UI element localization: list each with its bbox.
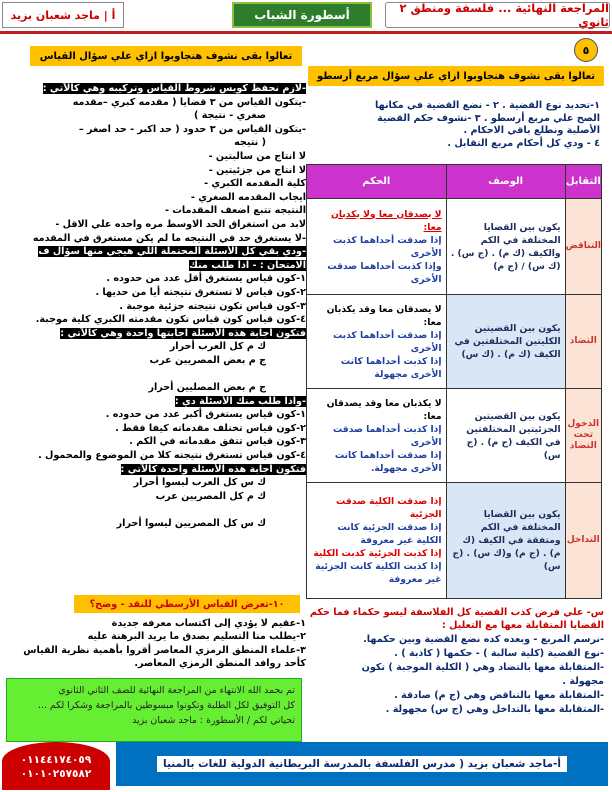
syllogism-line: -يتكون القياس من ٣ حدود ( حد اكبر - حد اصغر – (78, 123, 306, 135)
answer-line: -نوع القضية (كلية سالبة ) - حكمها ( كاذبة ) . (394, 648, 604, 659)
syllogism-notes (6, 82, 306, 531)
critique-item: كأحد روافد المنطق الرمزي المعاصر. (134, 658, 306, 670)
syllogism-line: ج م بعض المصليين أحرار (148, 382, 266, 394)
syllogism-line: -لا يستغرق حد في النتيجه ما لم يكن مستغرق في المقدمه (32, 232, 306, 244)
closing-note (6, 678, 302, 742)
row-desc: يكون بين القضايا المختلفة في الكم ومتفقة في الكيف (ك م) . (ج م) و(ك س) . (ج س) (446, 483, 565, 599)
highlighted-text: -ودي بقي كل الأسئلة المحتملة اللي هيجي منها سؤال ف (38, 246, 306, 258)
header-judge: الحكم (307, 165, 447, 199)
judge-case: إذا صدقت أحداهما كذبت الأخرى (332, 329, 442, 354)
syllogism-line (6, 327, 306, 341)
judge-case: وإذا كذبت أحداهما صدقت الأخرى (327, 260, 442, 285)
closing-line: تحياتي لكم / الأسطورة : ماجد شعبان بزيد (132, 715, 295, 726)
syllogism-line: ج م بعض المصريين عرب (149, 354, 266, 366)
footer-text: أ-ماجد شعبان بزيد ( مدرس الفلسفة بالمدرسة البريطانية الدولية للغات بالمنيا (157, 756, 567, 772)
closing-line: تم بحمد الله الانتهاء من المراجعة النهائية للصف الثاني الثانوي (58, 685, 295, 696)
closing-line: كل التوفيق لكل الطلبة وتكونوا مبسوطين بالمراجعة وشكرا لكم ... (37, 700, 295, 711)
row-desc: يكون بين القضيتين الكليتين المختلفتين في الكيف (ك م) . (ك س) (446, 295, 565, 389)
syllogism-line: لا انتاج من جزئيتين - (208, 164, 306, 176)
highlighted-text: الامتحان : - اذا طلب منك (189, 259, 306, 271)
square-step: الأصلية ونطلع باقي الاحكام . (463, 125, 600, 137)
syllogism-line: ( نتيجه (234, 137, 266, 149)
syllogism-line: لا انتاج من سالبتين - (208, 150, 306, 162)
syllogism-line (6, 367, 306, 381)
syllogism-line: ك س كل المصريين ليسوا أحرار (116, 518, 266, 529)
syllogism-line: ك م كل العرب أحرار (169, 341, 266, 353)
judge-case: إذا صدقت الجزئية كانت الكلية غير معروفة (337, 522, 442, 546)
answer-line: مجهولة . (562, 676, 604, 687)
aristotle-square-banner: تعالوا بقى نشوف هنجاوبوا ازاي علي سؤال مربع أرسطو (308, 66, 604, 86)
critique-list (6, 617, 306, 671)
highlighted-text: فتكون اجابة هذه الأسئلة واحدة كالآتي : (120, 463, 306, 475)
syllogism-line: ٣-كون قياس تتفق مقدماته في الكم . (129, 436, 306, 448)
judge-case: إذا كذبت أحداهما صدقت الأخرى (332, 423, 442, 448)
syllogism-line: ٢-كون قياس لا تستغرق نتيجته أيا من حديها . (95, 286, 306, 298)
table-row (307, 483, 602, 599)
syllogism-line: ك س كل العرب ليسوا أحرار (133, 477, 266, 489)
answer-line: -المتقابلة معها بالتداخل وهي (ج س) مجهولة . (385, 704, 604, 715)
answer-line: -المتقابلة معها بالتضاد وهي ( الكلية الموجبة ) تكون (361, 662, 604, 673)
question-title: س- علي فرض كذب القضية كل الفلاسفة ليسو حكماء فما حكم القضايا المتقابلة معها مع التعليل : (309, 607, 604, 631)
syllogism-line: النتيجه تتبع اضعف المقدمات - (164, 205, 306, 217)
row-name: التداخل (565, 483, 601, 599)
contact-phones (2, 742, 110, 790)
answer-line: -المتقابلة معها بالتناقض وهي (ج م) صادقة . (394, 690, 604, 701)
row-judge (307, 483, 447, 599)
syllogism-line: ١-كون قياس يستغرق أقل عدد من حدوده . (106, 273, 306, 285)
example-question (304, 606, 604, 716)
row-judge (307, 199, 447, 295)
judge-case: إذا كذبت الجزئية كذبت الكلية (313, 548, 442, 559)
table-row (307, 199, 602, 295)
row-desc: يكون بين القضيتين الجزئيتين المختلفتين في الكيف (ج م) . (ج س) (446, 389, 565, 483)
header-author: أ | ماجد شعبان بزيد (2, 2, 124, 28)
critique-item: ٢-يطلب منا التسليم بصدق ما يريد البرهنة عليه (87, 631, 306, 643)
highlighted-text: فتكون اجابة هذه الأسئلة اجابتها واحدة وهي كالآتي : (60, 327, 306, 339)
syllogism-line (6, 245, 306, 259)
syllogism-line: كلية المقدمه الكبري - (204, 178, 306, 190)
header-brand: أسطورة الشباب (232, 2, 372, 28)
syllogism-line (6, 395, 306, 409)
square-steps (310, 100, 600, 150)
row-judge (307, 389, 447, 483)
syllogism-line: لابد من استغراق الحد الاوسط مره واحده علي الاقل - (55, 218, 306, 230)
page-number: ٥ (574, 38, 598, 62)
syllogism-line: ٤-كون قياس تستغرق نتيجته كلا من الموضوع والمحمول . (38, 450, 306, 462)
syllogism-line (6, 259, 306, 273)
syllogism-line: ٣-كون قياس تكون نتيجته جزئية موجبة . (119, 300, 306, 312)
judge-rule: لا يصدقان معا ولا يكذبان معا: (331, 208, 442, 233)
critique-banner: ١٠-تعرض القياس الأرسطي للنقد - وضح؟ (74, 595, 300, 613)
table-row (307, 295, 602, 389)
judge-case: إذا صدقت أحداهما كذبت الأخرى (332, 234, 442, 259)
answer-line: -نرسم المربع - وبعده كده نضع القضية وبين حكمها. (363, 634, 604, 645)
syllogism-line: ١-كون قياس يستغرق أكبر عدد من حدوده . (105, 409, 306, 421)
syllogism-line (6, 503, 306, 517)
row-name: التناقض (565, 199, 601, 295)
footer-bar (116, 742, 608, 786)
header-divider (0, 31, 612, 34)
critique-item: ١-عقيم لا يؤدي إلى اكتساب معرفه جديدة (111, 618, 306, 629)
syllogism-line: صغري - نتيجة ) (194, 110, 266, 122)
row-judge (307, 295, 447, 389)
row-desc: يكون بين القضايا المختلفة في الكم والكيف (ك م) . (ج س) . (ك س) / (ج م) (446, 199, 565, 295)
syllogism-line: ٢-كون قياس تختلف مقدماته كيفا فقط . (115, 422, 306, 434)
table-header-row (307, 165, 602, 199)
judge-case: إذا صدقت الكلية صدقت الجزئية (336, 496, 442, 520)
syllogism-line: ك م كل المصريين عرب (155, 490, 266, 502)
header-name: التقابل (565, 165, 601, 199)
highlighted-text: -لازم نحفظ كويس شروط القياس وتركيبه وهي كالآتي : (42, 83, 306, 94)
phone-number: ٠١١٤٤١٧٤٠٥٩ (20, 754, 92, 766)
judge-case: إذا كذبت الكلية كانت الجزئية غير معروفة (315, 561, 442, 585)
judge-rule: لا يصدقان معا وقد يكذبان معا: (326, 303, 442, 328)
square-step: ١-تحديد نوع القضية . ٢ - نضع القضية في مكانها (375, 100, 600, 111)
syllogism-line (6, 82, 306, 96)
judge-case: إذا صدقت أحداهما كانت الأخرى مجهولة. (334, 449, 442, 474)
syllogism-line (6, 463, 306, 477)
header-desc: الوصف (446, 165, 565, 199)
highlighted-text: -واذا طلب منك الأسئلة دي : (174, 395, 306, 407)
table-row (307, 389, 602, 483)
square-step: ٤ - ودي كل أحكام مربع التقابل . (447, 137, 600, 149)
row-name: التضاد (565, 295, 601, 389)
judge-case: إذا كذبت أحداهما كانت الأخرى مجهولة (340, 355, 442, 380)
critique-item: ٣-علماء المنطق الرمزي المعاصر أقروا بأهمية نظرية القياس (23, 644, 306, 656)
judge-rule: لا يكذبان معا وقد يصدقان معا: (326, 397, 442, 422)
header-title: المراجعة النهائية ... فلسفة ومنطق ٢ ثانوي (385, 2, 610, 28)
syllogism-line: ايجاب المقدمه الصغري - (190, 191, 306, 203)
opposition-table (306, 164, 602, 599)
syllogism-line: ٤-كون قياس كون قياس تكون مقدمته الكبري كلية موجبة. (35, 314, 306, 326)
syllogism-line: -يتكون القياس من ٣ قضايا ( مقدمه كبري –مقدمه (72, 96, 306, 108)
syllogism-banner: تعالوا بقى نشوف هنجاوبوا ازاي علي سؤال القياس (30, 46, 302, 66)
phone-number: ٠١٠١٠٢٥٧٥٨٢ (20, 768, 92, 780)
row-name: الدخول تحت التضاد (565, 389, 601, 483)
square-step: الصح علي مربع أرسطو . ٣ -نشوف حكم القضية (377, 112, 600, 124)
